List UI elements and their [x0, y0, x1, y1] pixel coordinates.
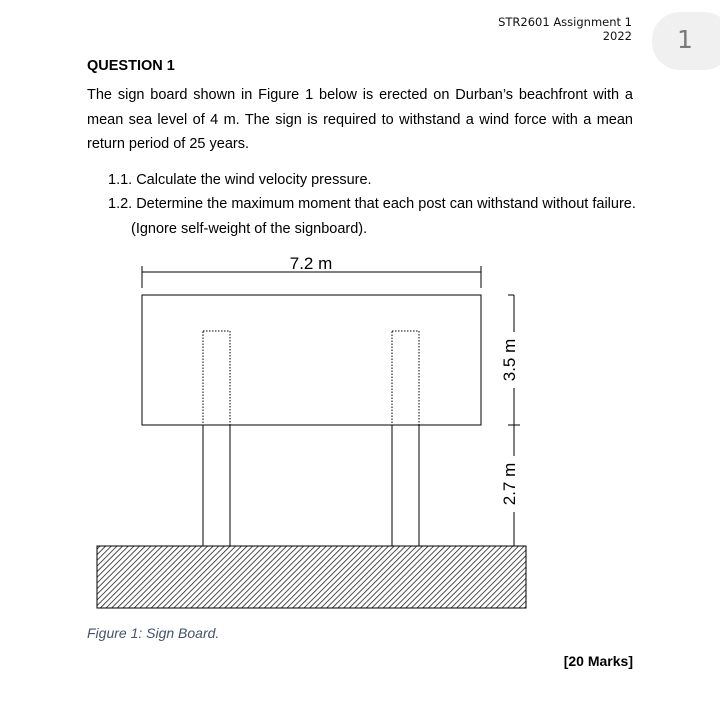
sign-board-figure: [90, 250, 540, 615]
ground-hatch: [97, 546, 526, 608]
course-reference: STR2601 Assignment 1 2022: [498, 15, 632, 43]
total-marks: [20 Marks]: [563, 653, 633, 669]
figure-caption: Figure 1: Sign Board.: [87, 625, 220, 641]
board-height-label: 3.5 m: [500, 338, 519, 382]
sub-question-1-2: 1.2. Determine the maximum moment that each post can withstand without failure.: [108, 196, 636, 212]
sub-question-1-1: 1.1. Calculate the wind velocity pressure.: [108, 172, 372, 188]
width-dimension: [142, 254, 481, 288]
question-title: QUESTION 1: [87, 58, 175, 74]
sign-board: [142, 295, 481, 425]
page-number: 1: [677, 25, 693, 54]
question-body: The sign board shown in Figure 1 below is erected on Durban’s beachfront with a mean sea level of 4 m. The sign is required to withstand a wind force with a mean return period of 25 years.: [87, 87, 633, 152]
width-label: 7.2 m: [289, 254, 333, 273]
posts: [203, 425, 419, 546]
post-height-label: 2.7 m: [500, 462, 519, 506]
page-number-badge: [652, 12, 720, 70]
sub-question-1-2-note: (Ignore self-weight of the signboard).: [131, 221, 368, 237]
